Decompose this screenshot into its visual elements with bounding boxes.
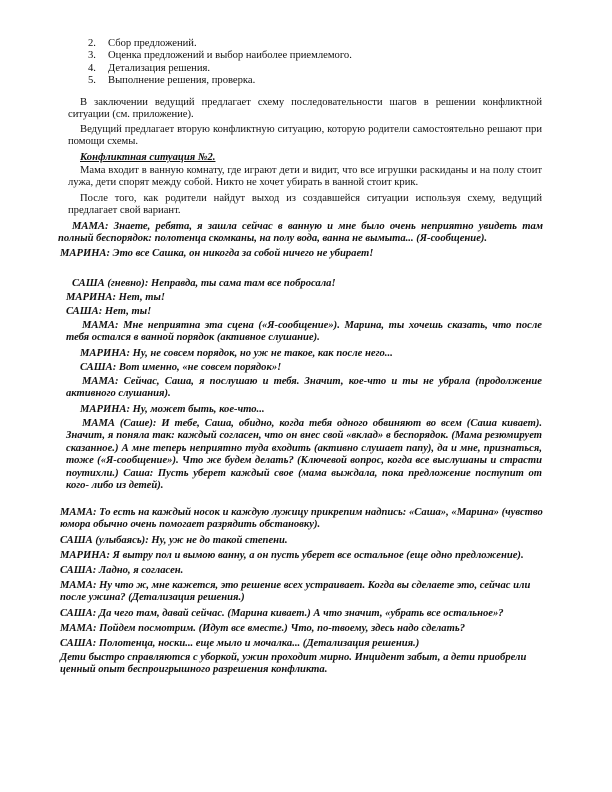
dialogue-line: МАМА: Знаете, ребята, я зашла сейчас в ванную и мне было очень неприятно увидеть там полный беспорядок: полотенца скомканы, на полу вода, ванна не вымыта... (Я-сообщение). xyxy=(58,221,543,245)
dialogue-line: МАМА: Мне неприятна эта сцена («Я-сообщение»). Марина, ты хочешь сказать, что после тебя остался в ванной порядок (активное слушание). xyxy=(66,320,542,344)
paragraph: После того, как родители найдут выход из создавшейся ситуации используя схему, ведущий предлагает свой вариант. xyxy=(68,193,542,217)
paragraph: Мама входит в ванную комнату, где играют дети и видит, что все игрушки раскиданы и на полу стоит лужа, дети спорят между собой. Никто не хочет убирать в ванной стоит крик. xyxy=(68,165,542,189)
dialogue-line: САША: Да чего там, давай сейчас. (Марина кивает.) А что значит, «убрать все остальное»? xyxy=(60,608,504,619)
dialogue-line: САША (улыбаясь): Ну, уж не до такой степени. xyxy=(60,535,288,546)
dialogue-line: МАРИНА: Я вытру пол и вымою ванну, а он пусть уберет все остальное (еще одно предложение). xyxy=(60,550,524,561)
dialogue-line: МАМА: Ну что ж, мне кажется, это решение всех устраивает. Когда вы сделаете это, сейчас или после ужина? (Детализация решения.) xyxy=(60,580,531,604)
list-item: 2. Сбор предложений. xyxy=(88,38,197,49)
dialogue-line: МАРИНА: Ну, не совсем порядок, но уж не такое, как после него... xyxy=(80,348,393,359)
dialogue-line: МАМА: То есть на каждый носок и каждую лужицу прикрепим надпись: «Саша», «Марина» (чувство юмора обычно очень помогает разрядить обстановку). xyxy=(60,507,543,531)
paragraph: В заключении ведущий предлагает схему последовательности шагов в решении конфликтной ситуации (см. приложение). xyxy=(68,97,542,121)
dialogue-line: САША: Вот именно, «не совсем порядок»! xyxy=(80,362,282,373)
dialogue-line: МАРИНА: Нет, ты! xyxy=(66,292,165,303)
dialogue-line: МАРИНА: Ну, может быть, кое-что... xyxy=(80,404,265,415)
dialogue-line: МАРИНА: Это все Сашка, он никогда за собой ничего не убирает! xyxy=(60,248,374,259)
dialogue-line: МАМА (Саше): И тебе, Саша, обидно, когда тебя одного обвиняют во всем (Саша кивает). Значит, я поняла так: каждый согласен, что он внес свой «вклад» в беспорядок. (Мама резюмирует сказанное.) А мне теперь неприятно туда входить (активно слушает папу), да и мне, признаться, тоже («Я-сообщение»). Что же будем делать? (Ключевой вопрос, когда все выслушаны и страсти поутихли.) Саша: Пусть уберет каждый свое (мама выждала, пока предложение поступит от кого- либо из детей). xyxy=(66,418,542,492)
dialogue-line: САША: Ладно, я согласен. xyxy=(60,565,184,576)
steps-list xyxy=(88,38,528,88)
list-item: 5. Выполнение решения, проверка. xyxy=(88,75,256,87)
list-item: 4. Детализация решения. xyxy=(88,62,211,74)
section-heading: Конфликтная ситуация №2. xyxy=(80,152,216,163)
paragraph: Ведущий предлагает вторую конфликтную ситуацию, которую родители самостоятельно решают при помощи схемы. xyxy=(68,124,542,148)
dialogue-line: САША (гневно): Неправда, ты сама там все побросала! xyxy=(72,278,336,289)
list-item: 3. Оценка предложений и выбор наиболее приемлемого. xyxy=(88,50,352,62)
dialogue-line: САША: Полотенца, носки... еще мыло и мочалка... (Детализация решения.) xyxy=(60,638,420,649)
dialogue-line: САША: Нет, ты! xyxy=(66,306,152,317)
dialogue-line: МАМА: Сейчас, Саша, я послушаю и тебя. Значит, кое-что и ты не убрала (продолжение активного слушания). xyxy=(66,376,542,400)
dialogue-line: МАМА: Пойдем посмотрим. (Идут все вместе.) Что, по-твоему, здесь надо сделать? xyxy=(60,623,465,634)
dialogue-line: Дети быстро справляются с уборкой, ужин проходит мирно. Инцидент забыт, а дети приобрели ценный опыт беспроигрышного разрешения конфликта. xyxy=(60,652,527,676)
